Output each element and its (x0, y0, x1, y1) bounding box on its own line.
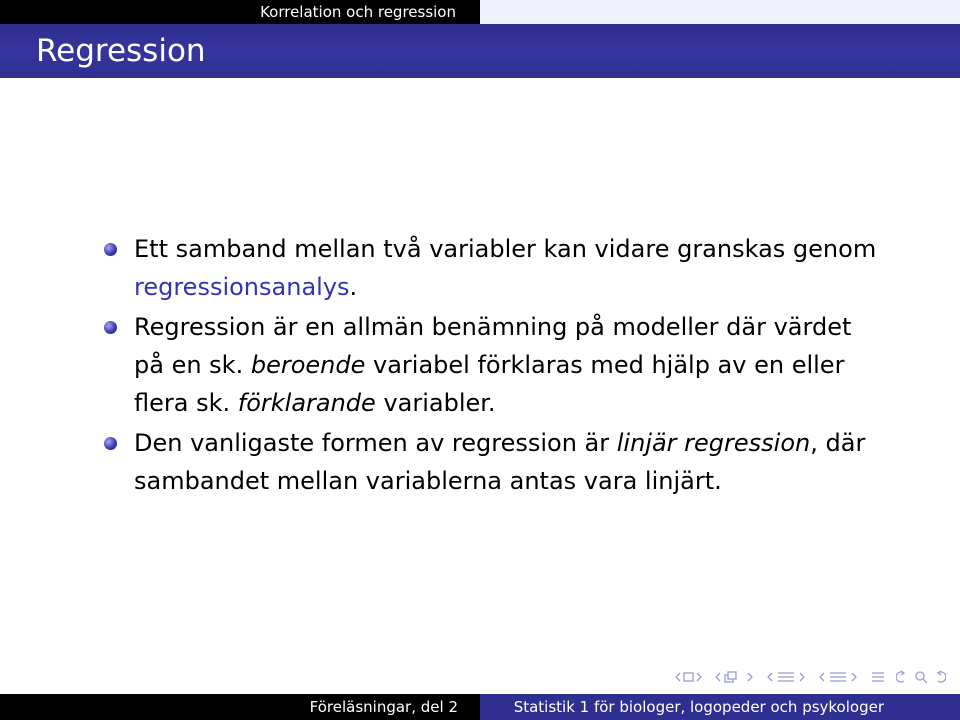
bullet-item-2 (104, 308, 884, 422)
bullet-text: , där sambandet mellan variablerna antas vara linjärt. (134, 429, 866, 495)
bullet-text: Den vanligaste formen av regression är (134, 429, 617, 457)
bullet-list (104, 230, 884, 502)
section-nav-icon[interactable] (766, 670, 808, 688)
frame-back-icon[interactable] (674, 670, 704, 688)
bullet-item-3 (104, 424, 884, 500)
bullet-ball-icon (104, 243, 117, 256)
footer-left (0, 694, 480, 720)
navigation-symbols (674, 669, 946, 689)
align-icon[interactable] (870, 670, 886, 688)
regressionsanalys-term: regressionsanalys (134, 273, 350, 301)
bullet-ball-icon (104, 437, 117, 450)
footer-left-text: Föreläsningar, del 2 (309, 698, 458, 716)
bullet-text: . (349, 273, 358, 301)
bullet-text: Ett samband mellan två variabler kan vidare granskas genom (134, 235, 877, 263)
emphasis-forklarande: förklarande (237, 389, 376, 417)
search-icon[interactable] (896, 670, 946, 688)
bullet-ball-icon (104, 321, 117, 334)
section-nav-icon-2[interactable] (818, 670, 860, 688)
footer-right-text: Statistik 1 för biologer, logopeder och psykologer (513, 698, 884, 716)
bullet-text: variabel förklaras med hjälp av en eller flera sk. (134, 351, 845, 417)
bullet-text: Regression är en allmän benämning på modeller där värdet på en sk. (134, 313, 852, 379)
headline-bar (0, 0, 960, 24)
bullet-item-1 (104, 230, 884, 306)
headline-section-area (0, 0, 480, 24)
emphasis-linjar-regression: linjär regression (616, 429, 811, 457)
bullet-text: variabler. (375, 389, 496, 417)
emphasis-beroende: beroende (250, 351, 366, 379)
footer-right (480, 694, 960, 720)
frame-title: Regression (36, 33, 206, 69)
subsection-nav-icon[interactable] (714, 670, 756, 688)
section-name[interactable]: Korrelation och regression (260, 3, 456, 21)
headline-subsection-area (480, 0, 960, 24)
